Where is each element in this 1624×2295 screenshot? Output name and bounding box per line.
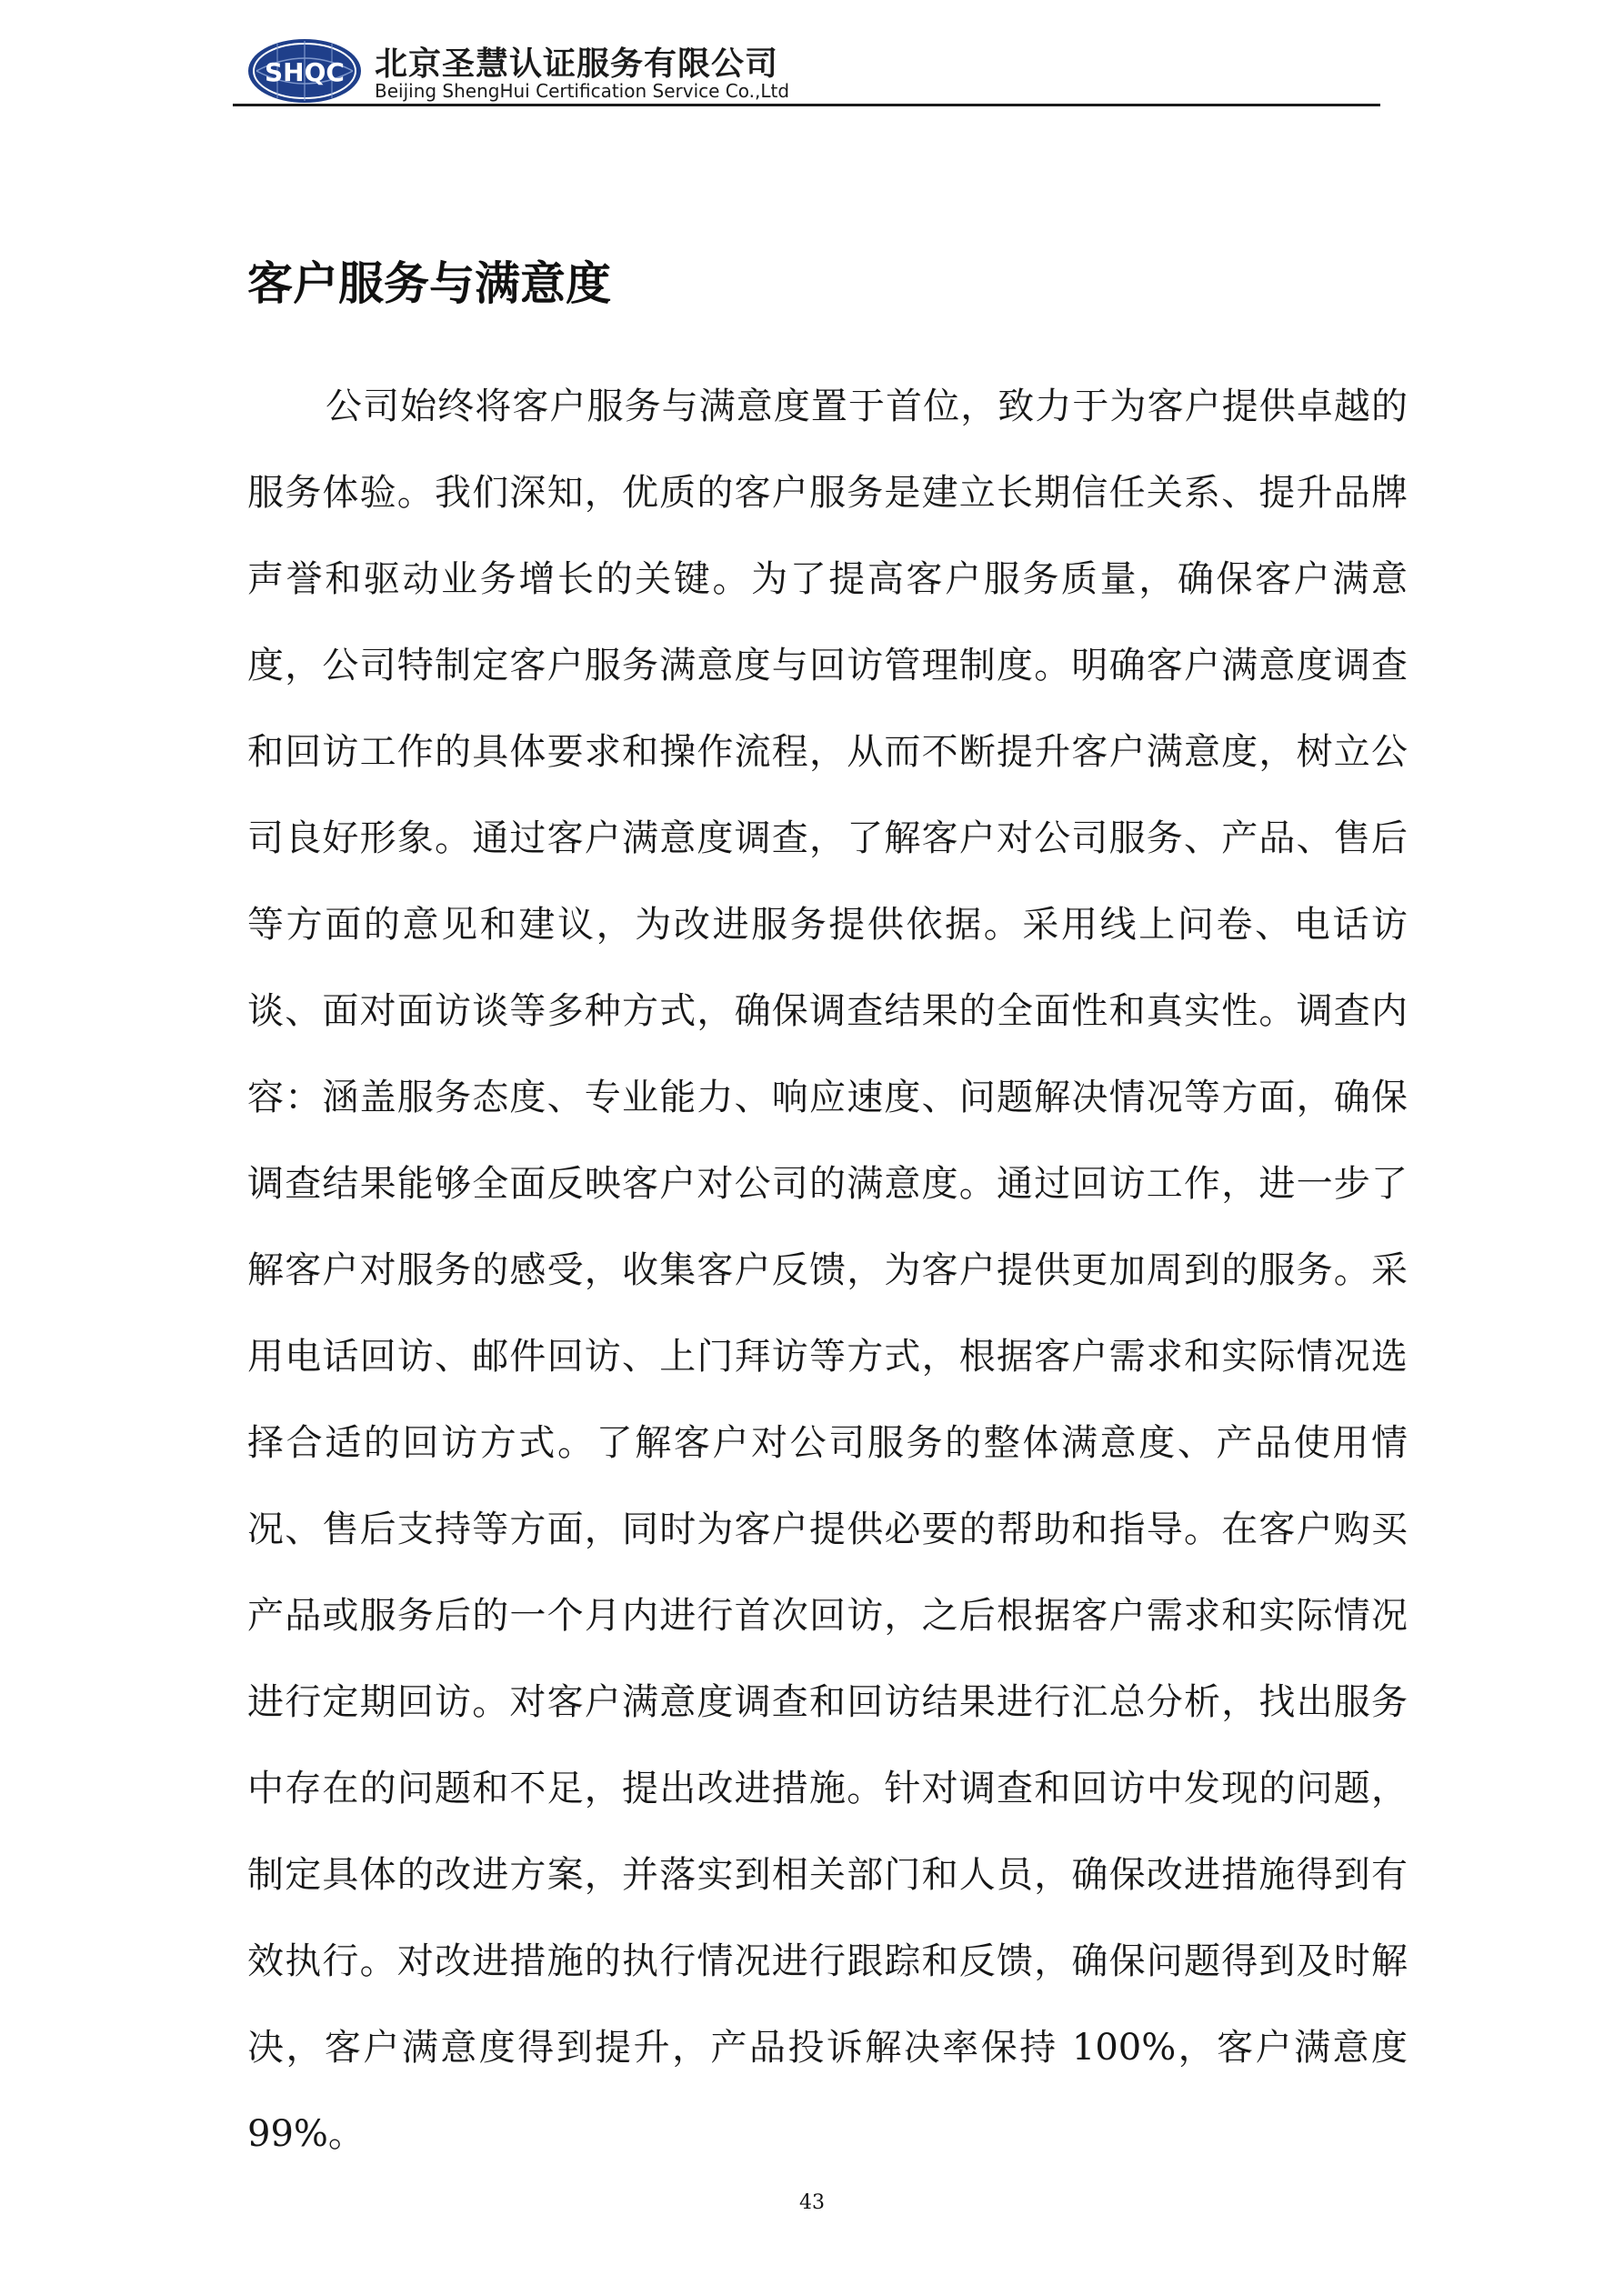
page-title: 客户服务与满意度 (247, 256, 611, 310)
company-name-en: Beijing ShengHui Certification Service Co.,Ltd (375, 80, 790, 102)
logo-text: SHQC (265, 57, 345, 87)
body-paragraph: 公司始终将客户服务与满意度置于首位，致力于为客户提供卓越的服务体验。我们深知，优质的客户服务是建立长期信任关系、提升品牌声誉和驱动业务增长的关键。为了提高客户服务质量，确保客户满意度，公司特制定客户服务满意度与回访管理制度。明确客户满意度调查和回访工作的具体要求和操作流程，从而不断提升客户满意度，树立公司良好形象。通过客户满意度调查，了解客户对公司服务、产品、售后等方面的意见和建议，为改进服务提供依据。采用线上问卷、电话访谈、面对面访谈等多种方式，确保调查结果的全面性和真实性。调查内容：涵盖服务态度、专业能力、响应速度、问题解决情况等方面，确保调查结果能够全面反映客户对公司的满意度。通过回访工作，进一步了解客户对服务的感受，收集客户反馈，为客户提供更加周到的服务。采用电话回访、邮件回访、上门拜访等方式，根据客户需求和实际情况选择合适的回访方式。了解客户对公司服务的整体满意度、产品使用情况、售后支持等方面，同时为客户提供必要的帮助和指导。在客户购买产品或服务后的一个月内进行首次回访，之后根据客户需求和实际情况进行定期回访。对客户满意度调查和回访结果进行汇总分析，找出服务中存在的问题和不足，提出改进措施。针对调查和回访中发现的问题，制定具体的改进方案，并落实到相关部门和人员，确保改进措施得到有效执行。对改进措施的执行情况进行跟踪和反馈，确保问题得到及时解决，客户满意度得到提升，产品投诉解决率保持 100%，客户满意度 99%。 (247, 386, 1408, 2155)
header-divider (233, 104, 1380, 106)
shqc-logo-icon (246, 36, 364, 105)
page-number: 43 (799, 2191, 825, 2214)
page-header (236, 29, 1382, 111)
company-name-cn: 北京圣慧认证服务有限公司 (375, 45, 779, 83)
